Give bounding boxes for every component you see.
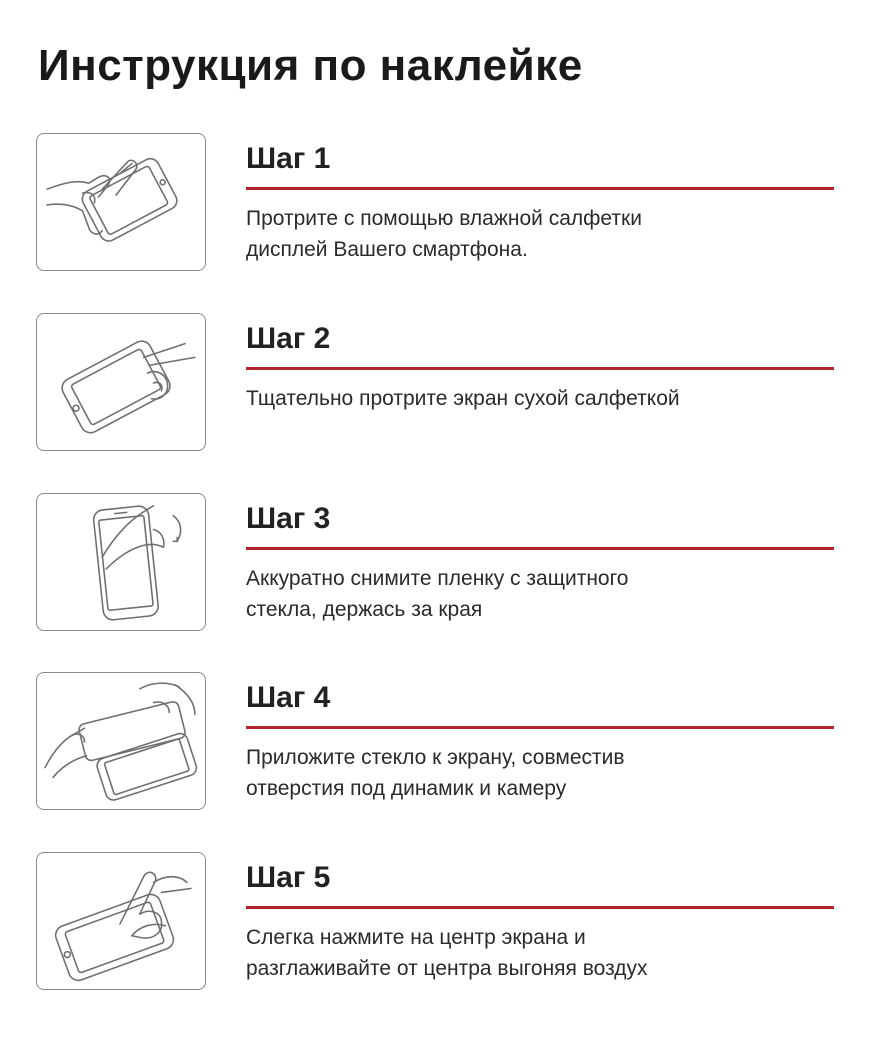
step-1 (36, 133, 846, 275)
hand-wiping-phone-icon (36, 133, 206, 271)
step-text: Тщательно протрите экран сухой салфеткой (246, 387, 680, 410)
hand-drying-phone-icon (36, 313, 206, 451)
page-title: Инструкция по наклейке (38, 41, 583, 90)
step-text: Приложите стекло к экрану, совместив отверстия под динамик и камеру (246, 746, 625, 800)
step-label: Шаг 3 (246, 502, 331, 535)
step-text: Протрите с помощью влажной салфетки дисплей Вашего смартфона. (246, 207, 642, 261)
step-divider (246, 726, 834, 729)
step-2 (36, 313, 846, 455)
step-label: Шаг 5 (246, 861, 331, 894)
step-divider (246, 367, 834, 370)
step-text: Аккуратно снимите пленку с защитного стекла, держась за края (246, 567, 629, 621)
step-5 (36, 852, 846, 994)
step-label: Шаг 2 (246, 322, 331, 355)
step-divider (246, 547, 834, 550)
step-text: Слегка нажмите на центр экрана и разглаживайте от центра выгоняя воздух (246, 926, 648, 980)
step-divider (246, 906, 834, 909)
peel-film-icon (36, 493, 206, 631)
step-divider (246, 187, 834, 190)
step-label: Шаг 1 (246, 142, 331, 175)
step-3 (36, 493, 846, 635)
step-label: Шаг 4 (246, 681, 331, 714)
step-4 (36, 672, 846, 814)
press-center-icon (36, 852, 206, 990)
apply-glass-icon (36, 672, 206, 810)
